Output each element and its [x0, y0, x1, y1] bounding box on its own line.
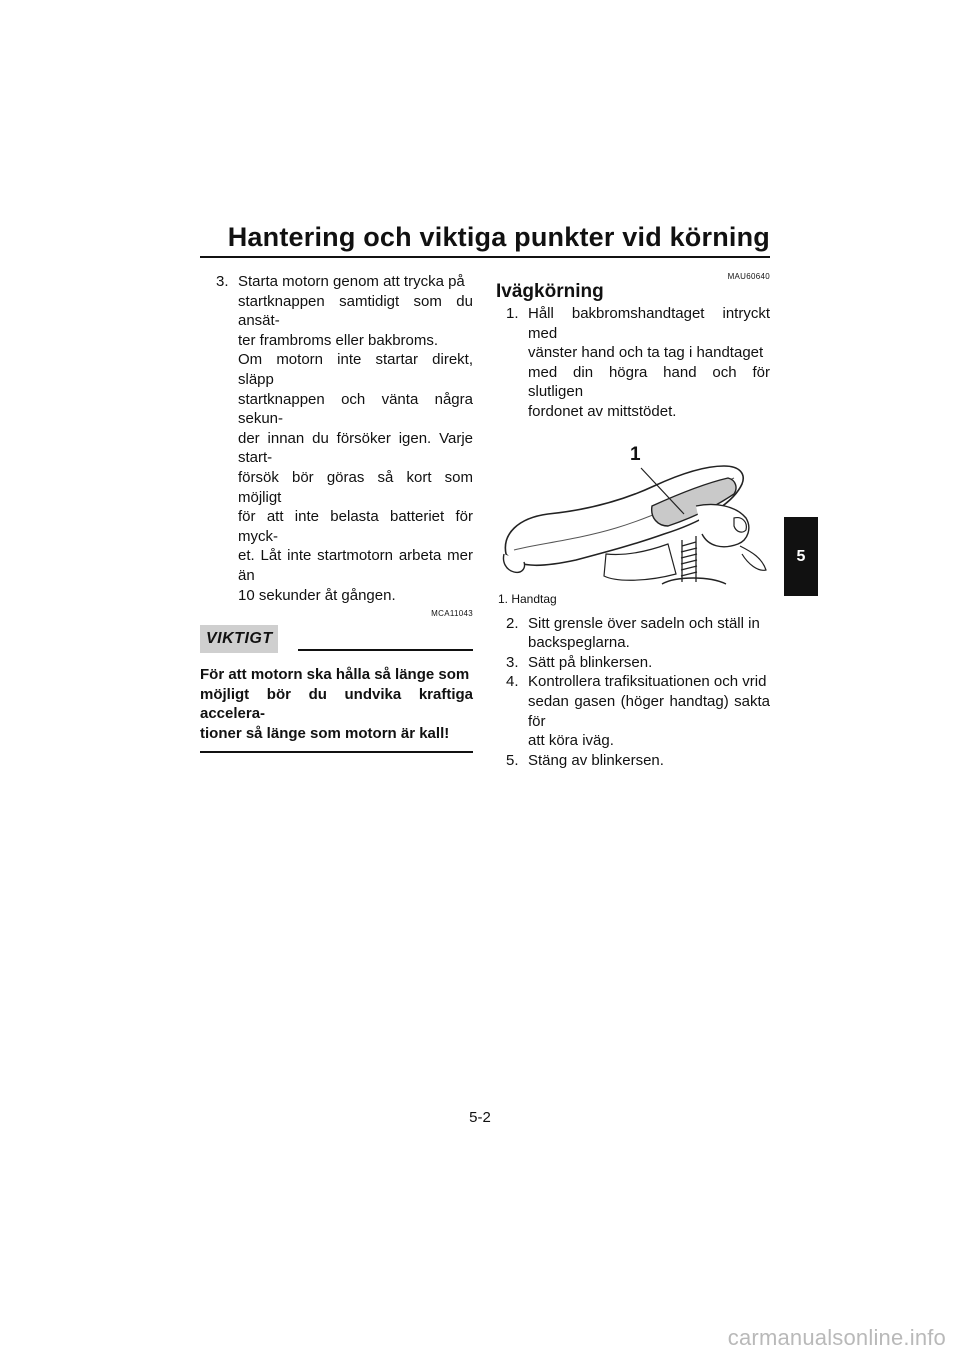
scooter-seat-figure	[496, 436, 770, 586]
step-3-start-engine	[200, 272, 473, 605]
step-line: Sitt grensle över sadeln och ställ in	[528, 614, 760, 632]
caution-label: VIKTIGT	[200, 625, 278, 653]
step-line: der innan du försöker igen. Varje start-	[238, 429, 473, 467]
caution-header	[200, 625, 473, 655]
caution-text	[200, 665, 473, 743]
step-line: startknappen samtidigt som du ansät-	[238, 292, 473, 330]
caution-line: möjligt bör du undvika kraftiga accelera-	[200, 685, 473, 723]
chapter-tab: 5	[784, 517, 818, 596]
step-2	[496, 614, 770, 653]
caution-code: MCA11043	[431, 609, 473, 619]
step-1	[496, 304, 770, 422]
caution-line: För att motorn ska hålla så länge som	[200, 666, 470, 684]
right-column	[496, 272, 770, 770]
step-line: ter frambroms eller bakbroms.	[238, 331, 439, 349]
step-line: et. Låt inte startmotorn arbeta mer än	[238, 547, 473, 584]
section-code: MAU60640	[727, 272, 770, 281]
step-4	[496, 672, 770, 750]
step-number: 2.	[506, 614, 519, 632]
watermark: carmanualsonline.info	[727, 1325, 946, 1350]
left-column	[200, 272, 473, 753]
caution-rule	[298, 649, 473, 651]
step-line: Stäng av blinkersen.	[528, 751, 664, 769]
step-line: Sätt på blinkersen.	[528, 653, 653, 671]
step-line: Starta motorn genom att trycka på	[238, 273, 465, 290]
step-line: Kontrollera trafiksituationen och vrid	[528, 673, 767, 691]
step-number: 4.	[506, 673, 519, 691]
page-number: 5-2	[469, 1109, 491, 1126]
figure-callout-number: 1	[630, 443, 641, 465]
step-line: Om motorn inte startar direkt, släpp	[238, 351, 473, 388]
step-line: Håll bakbromshandtaget intryckt med	[528, 305, 770, 342]
step-line: fordonet av mittstödet.	[528, 402, 677, 420]
step-line: att köra iväg.	[528, 732, 614, 750]
caution-line: tioner så länge som motorn är kall!	[200, 724, 450, 742]
step-line: startknappen och vänta några sekun-	[238, 390, 473, 428]
step-line: försök bör göras så kort som möjligt	[238, 468, 473, 506]
caution-bottom-rule	[200, 751, 473, 753]
step-number: 3.	[216, 273, 229, 290]
step-number: 1.	[506, 305, 519, 322]
figure-caption: 1. Handtag	[498, 591, 557, 606]
step-3	[496, 653, 770, 673]
step-5	[496, 751, 770, 771]
section-title: Ivägkörning	[496, 281, 604, 302]
step-line: för att inte belasta batteriet för myck-	[238, 508, 473, 545]
step-line: vänster hand och ta tag i handtaget	[528, 344, 764, 362]
title-rule	[200, 256, 770, 258]
step-line: med din högra hand och för slutligen	[528, 363, 770, 401]
page-title: Hantering och viktiga punkter vid körning	[227, 222, 770, 252]
step-number: 5.	[506, 751, 519, 769]
step-line: 10 sekunder åt gången.	[238, 586, 396, 604]
step-line: sedan gasen (höger handtag) sakta för	[528, 692, 770, 730]
step-number: 3.	[506, 653, 519, 671]
step-line: backspeglarna.	[528, 634, 630, 652]
